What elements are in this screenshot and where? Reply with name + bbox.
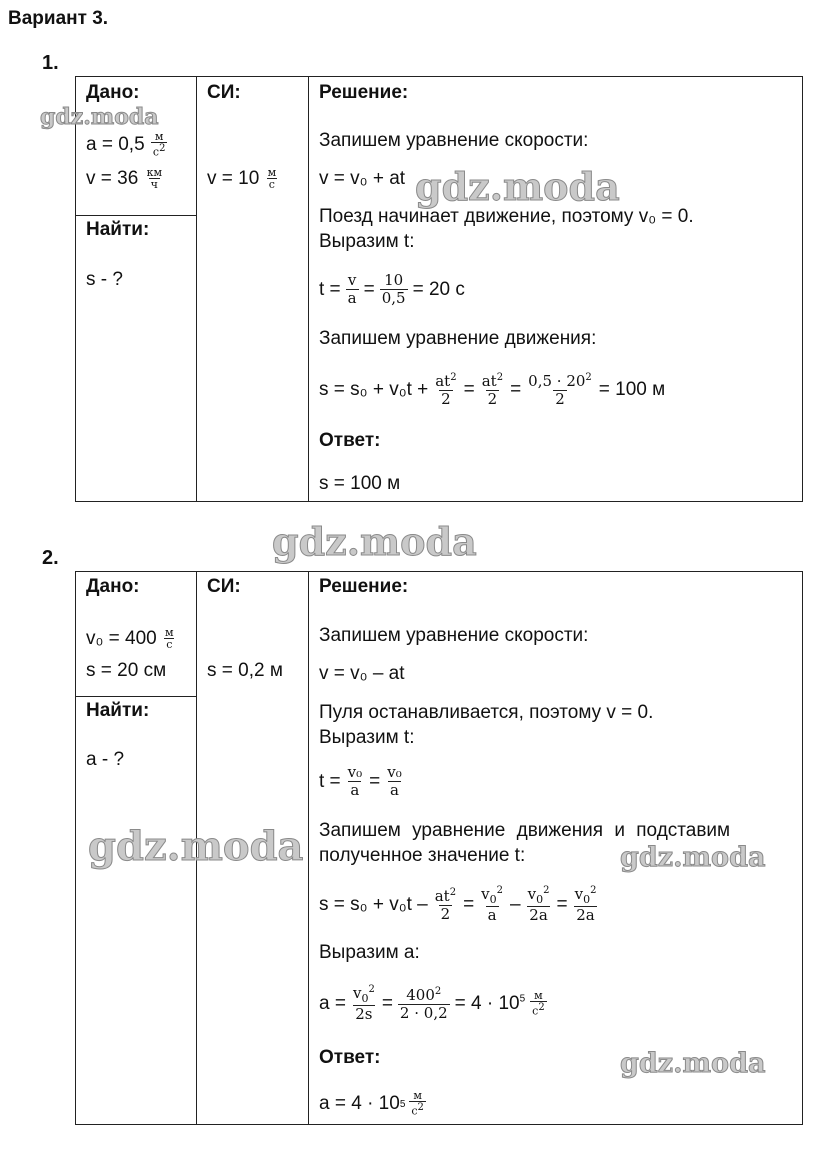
p1-find-value: s - ? xyxy=(86,269,123,290)
p2-line-6: Выразим a: xyxy=(319,942,420,963)
watermark-logo: gdz.moda xyxy=(620,842,766,873)
p2-find-value: a - ? xyxy=(86,749,125,770)
problem-1-number: 1. xyxy=(42,52,59,74)
p2-acceleration-formula: a = $\frac{v_0^2}{2s}$ = $\frac{400^2}{2 \cdot 0,2}$ = $4 \cdot 10^5$ $\frac{м}{с^2}$ xyxy=(319,984,545,1024)
p1-line-4: Выразим t: xyxy=(319,231,415,252)
p2-line-2: v = v₀ – at xyxy=(319,663,405,684)
p2-given-initial-velocity: v₀ = 400 $\frac{м}{с}$ xyxy=(86,625,174,652)
p2-distance-formula: s = s₀ + v₀t – $\frac{at^2}{2}$ = $\frac{v_0^2}{a}$ – $\frac{v_0^2}{2a}$ = $\frac{v_0^2}{2a}$ xyxy=(319,885,597,925)
p2-line-5b: полученное значение t: xyxy=(319,845,526,866)
p1-line-2: v = v₀ + at xyxy=(319,168,406,189)
p2-time-formula: t = $\frac{\text{v₀}}{a}$ = $\frac{\text{v₀}}{a}$ xyxy=(319,763,402,800)
p1-given-header: Дано: xyxy=(86,82,140,103)
p2-answer: a = 4 · 10 5 $\frac{м}{с^2}$ xyxy=(319,1088,424,1119)
p1-answer: s = 100 м xyxy=(319,473,401,494)
p1-line-3: Поезд начинает движение, поэтому v₀ = 0. xyxy=(319,206,694,227)
watermark-logo: gdz.moda xyxy=(272,519,477,564)
p2-line-3: Пуля останавливается, поэтому v = 0. xyxy=(319,702,654,723)
p1-si-velocity: v = 10 $\frac{м}{с}$ xyxy=(207,165,277,192)
p2-answer-header: Ответ: xyxy=(319,1047,381,1068)
p1-given-velocity: v = 36 $\frac{км}{ч}$ xyxy=(86,165,163,192)
watermark-logo: gdz.moda xyxy=(88,823,304,870)
problem-2-number: 2. xyxy=(42,547,59,569)
p2-si-header: СИ: xyxy=(207,576,241,597)
p1-given-acceleration: a = 0,5 $\frac{м}{с^2}$ xyxy=(86,129,166,160)
p2-solution-header: Решение: xyxy=(319,576,409,597)
watermark-logo: gdz.moda xyxy=(415,164,620,209)
page-title: Вариант 3. xyxy=(8,8,109,29)
p1-line-5: Запишем уравнение движения: xyxy=(319,328,597,349)
p1-solution-header: Решение: xyxy=(319,82,409,103)
p1-si-header: СИ: xyxy=(207,82,241,103)
watermark-logo: gdz.moda xyxy=(620,1048,766,1079)
p1-find-header: Найти: xyxy=(86,219,150,240)
watermark-logo: gdz.moda xyxy=(40,104,159,130)
p1-distance-formula: s = s₀ + v₀t + $\frac{at^2}{2}$ = $\frac{at^2}{2}$ = $\frac{0,5 \cdot 20^2}{2}$ = 100 м xyxy=(319,371,666,408)
p2-line-4: Выразим t: xyxy=(319,727,415,748)
p2-find-header: Найти: xyxy=(86,700,150,721)
p2-given-header: Дано: xyxy=(86,576,140,597)
p2-line-5a: Запишем уравнение движения и подставим xyxy=(319,820,731,841)
p2-si-distance: s = 0,2 м xyxy=(207,660,283,681)
p1-line-1: Запишем уравнение скорости: xyxy=(319,130,589,151)
p1-time-formula: t = $\frac{v}{a}$ = $\frac{10}{0,5}$ = 20 с xyxy=(319,271,465,308)
p2-given-distance: s = 20 см xyxy=(86,660,167,681)
p1-answer-header: Ответ: xyxy=(319,430,381,451)
p2-line-1: Запишем уравнение скорости: xyxy=(319,625,589,646)
